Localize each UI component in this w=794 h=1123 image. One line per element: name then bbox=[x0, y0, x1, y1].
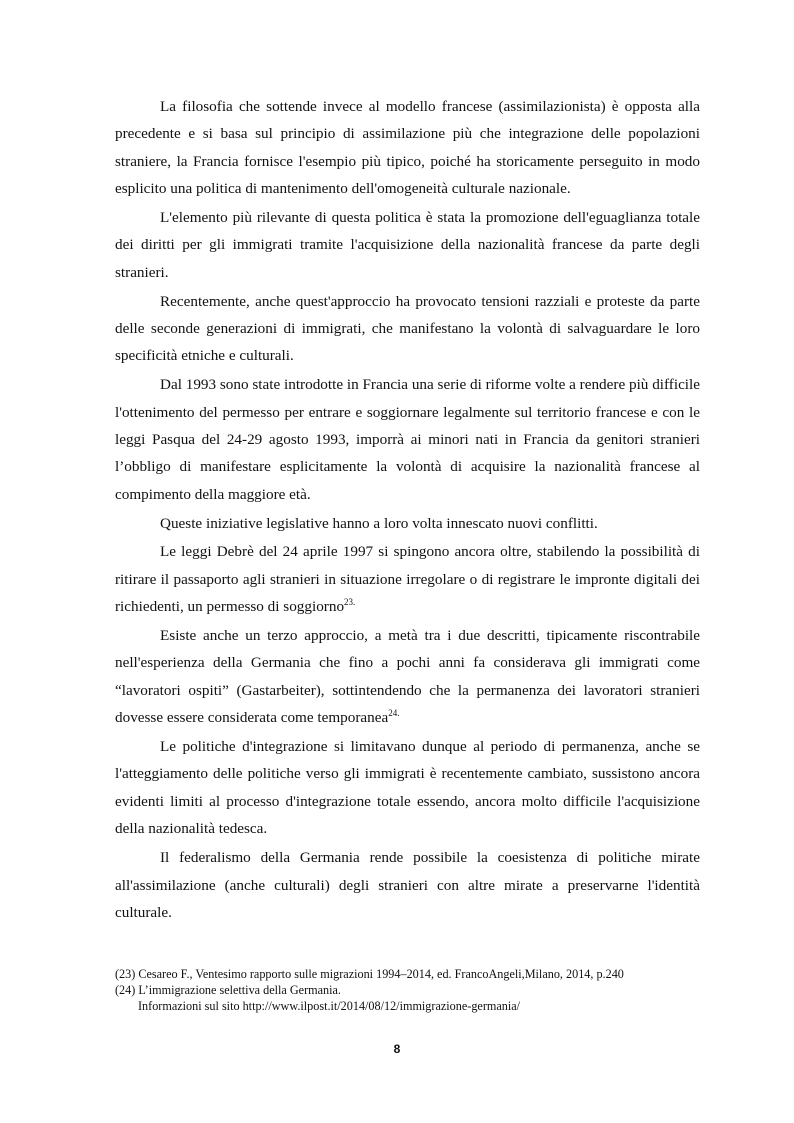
footnotes bbox=[115, 967, 715, 1014]
paragraph-2: L'elemento più rilevante di questa politica è stata la promozione dell'eguaglianza totale dei diritti per gli immigrati tramite l'acquisizione della nazionalità francese da parte degli stranieri. bbox=[115, 209, 700, 281]
footnote-ref-23: 23. bbox=[344, 597, 356, 608]
paragraph-1: La filosofia che sottende invece al modello francese (assimilazionista) è opposta alla precedente e si basa sul principio di assimilazione più che integrazione delle popolazioni straniere, la Francia fornisce l'esempio più tipico, poiché ha storicamente perseguito in modo esplicito una politica di mantenimento dell'omogeneità culturale nazionale. bbox=[115, 98, 700, 198]
paragraph-4: Dal 1993 sono state introdotte in Francia una serie di riforme volte a rendere più difficile l'ottenimento del permesso per entrare e soggiornare legalmente sul territorio francese e con le leggi Pasqua del 24-29 agosto 1993, imporrà ai minori nati in Francia da genitori stranieri l’obbligo di manifestare esplicitamente la volontà di acquisire la nazionalità francese al compimento della maggiore età. bbox=[115, 376, 700, 503]
footnote-24-link: Informazioni sul sito http://www.ilpost.it/2014/08/12/immigrazione-germania/ bbox=[138, 998, 521, 1013]
page-number: 8 bbox=[393, 1042, 401, 1056]
paragraph-7: Esiste anche un terzo approccio, a metà tra i due descritti, tipicamente riscontrabile nell'esperienza della Germania che fino a pochi anni fa considerava gli immigrati come “lavoratori ospiti” (Gastarbeiter), sottintendendo che la permanenza dei lavoratori stranieri dovesse essere considerata come temporanea$^{24.}$ bbox=[115, 627, 700, 727]
paragraph-3: Recentemente, anche quest'approccio ha provocato tensioni razziali e proteste da parte delle seconde generazioni di immigrati, che manifestano la volontà di salvaguardare le loro specificità etniche e culturali. bbox=[115, 292, 700, 365]
paragraph-6: Le leggi Debrè del 24 aprile 1997 si spingono ancora oltre, stabilendo la possibilità di ritirare il passaporto agli stranieri in situazione irregolare o di registrare le impronte digitali dei richiedenti, un permesso di soggiorno$^{23.}$ bbox=[115, 543, 700, 616]
paragraph-8: Le politiche d'integrazione si limitavano dunque al periodo di permanenza, anche se l'atteggiamento delle politiche verso gli immigrati è recentemente cambiato, sussistono ancora evidenti limiti al processo d'integrazione totale essendo, ancora molto difficile l'acquisizione della nazionalità tedesca. bbox=[115, 738, 700, 838]
footnote-23: (23) Cesareo F., Ventesimo rapporto sulle migrazioni 1994–2014, ed. FrancoAngeli,Milano, 2014, p.240 bbox=[115, 967, 624, 981]
paragraph-5: Queste iniziative legislative hanno a loro volta innescato nuovi conflitti. bbox=[160, 514, 598, 532]
footnote-24: (24) L’immigrazione selettiva della Germania. bbox=[115, 982, 341, 997]
body-text bbox=[115, 93, 700, 926]
paragraph-9: Il federalismo della Germania rende possibile la coesistenza di politiche mirate all'assimilazione (anche culturali) degli stranieri con altre mirate a preservarne l'identità culturale. bbox=[115, 849, 700, 921]
footnote-ref-24: 24. bbox=[388, 708, 400, 719]
